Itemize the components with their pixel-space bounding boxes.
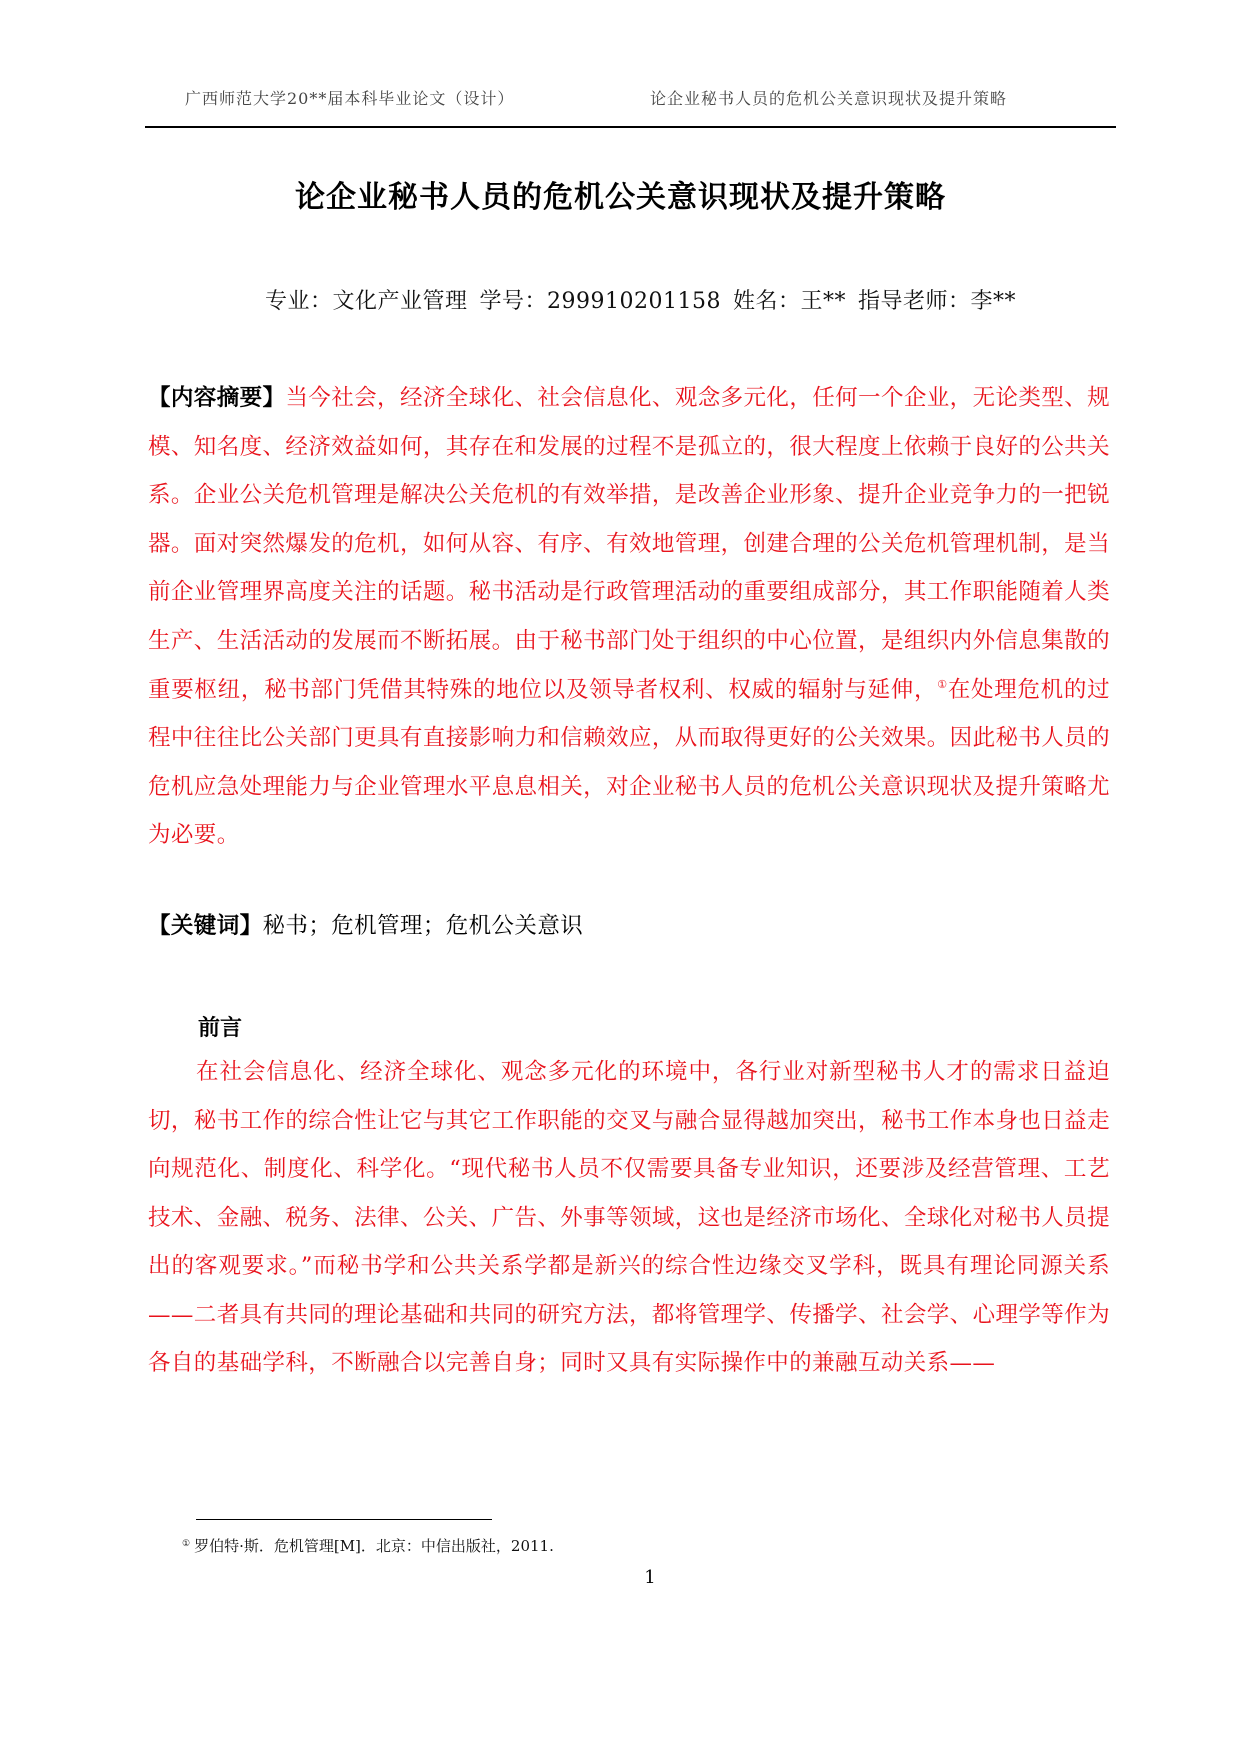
- abstract-text-part2: 在处理危机的过程中往往比公关部门更具有直接影响力和信赖效应，从而取得更好的公关效果。因此秘书人员的危机应急处理能力与企业管理水平息息相关，对企业秘书人员的危机公关意识现状及提升策略尤为必要。: [148, 676, 1110, 849]
- student-id-field: 学号：299910201158: [479, 289, 721, 314]
- major-field: 专业：文化产业管理: [265, 289, 468, 314]
- author-meta: [265, 284, 1028, 315]
- preface-paragraph: 在社会信息化、经济全球化、观念多元化的环境中，各行业对新型秘书人才的需求日益迫切，秘书工作的综合性让它与其它工作职能的交叉与融合显得越加突出，秘书工作本身也日益走向规范化、制度化、科学化。“现代秘书人员不仅需要具备专业知识，还要涉及经营管理、工艺技术、金融、税务、法律、公关、广告、外事等领域，这也是经济市场化、全球化对秘书人员提出的客观要求。”而秘书学和公共关系学都是新兴的综合性边缘交叉学科，既具有理论同源关系——二者具有共同的理论基础和共同的研究方法，都将管理学、传播学、社会学、心理学等作为各自的基础学科，不断融合以完善自身；同时又具有实际操作中的兼融互动关系——: [148, 1059, 1110, 1376]
- running-header-right: 论企业秘书人员的危机公关意识现状及提升策略: [650, 89, 1008, 108]
- abstract-label: 【内容摘要】: [148, 385, 286, 411]
- keywords-line: [148, 908, 583, 940]
- preface-heading: 前言: [198, 1016, 243, 1041]
- abstract-paragraph: [148, 374, 1110, 860]
- page-number: 1: [644, 1567, 656, 1588]
- running-header-left: 广西师范大学20**届本科毕业论文（设计）: [185, 89, 515, 108]
- paper-title: 论企业秘书人员的危机公关意识现状及提升策略: [295, 180, 946, 215]
- footnote-reference[interactable]: ①: [937, 677, 948, 691]
- footnote-rule: [196, 1519, 492, 1520]
- advisor-field: 指导老师：李**: [858, 289, 1017, 314]
- keywords-label: 【关键词】: [148, 913, 263, 939]
- footnote: [182, 1535, 554, 1556]
- keywords-text: 秘书；危机管理；危机公关意识: [262, 913, 584, 939]
- footnote-text: 罗伯特·斯．危机管理[M]．北京：中信出版社，2011.: [194, 1537, 554, 1555]
- name-field: 姓名：王**: [732, 289, 846, 314]
- footnote-mark: ①: [182, 1539, 191, 1549]
- header-rule: [145, 126, 1116, 128]
- abstract-text-part1: 当今社会，经济全球化、社会信息化、观念多元化，任何一个企业，无论类型、规模、知名度、经济效益如何，其存在和发展的过程不是孤立的，很大程度上依赖于良好的公共关系。企业公关危机管理是解决公关危机的有效举措，是改善企业形象、提升企业竞争力的一把锐器。面对突然爆发的危机，如何从容、有序、有效地管理，创建合理的公关危机管理机制，是当前企业管理界高度关注的话题。秘书活动是行政管理活动的重要组成部分，其工作职能随着人类生产、生活活动的发展而不断拓展。由于秘书部门处于组织的中心位置，是组织内外信息集散的重要枢纽，秘书部门凭借其特殊的地位以及领导者权利、权威的辐射与延伸，: [148, 385, 1110, 703]
